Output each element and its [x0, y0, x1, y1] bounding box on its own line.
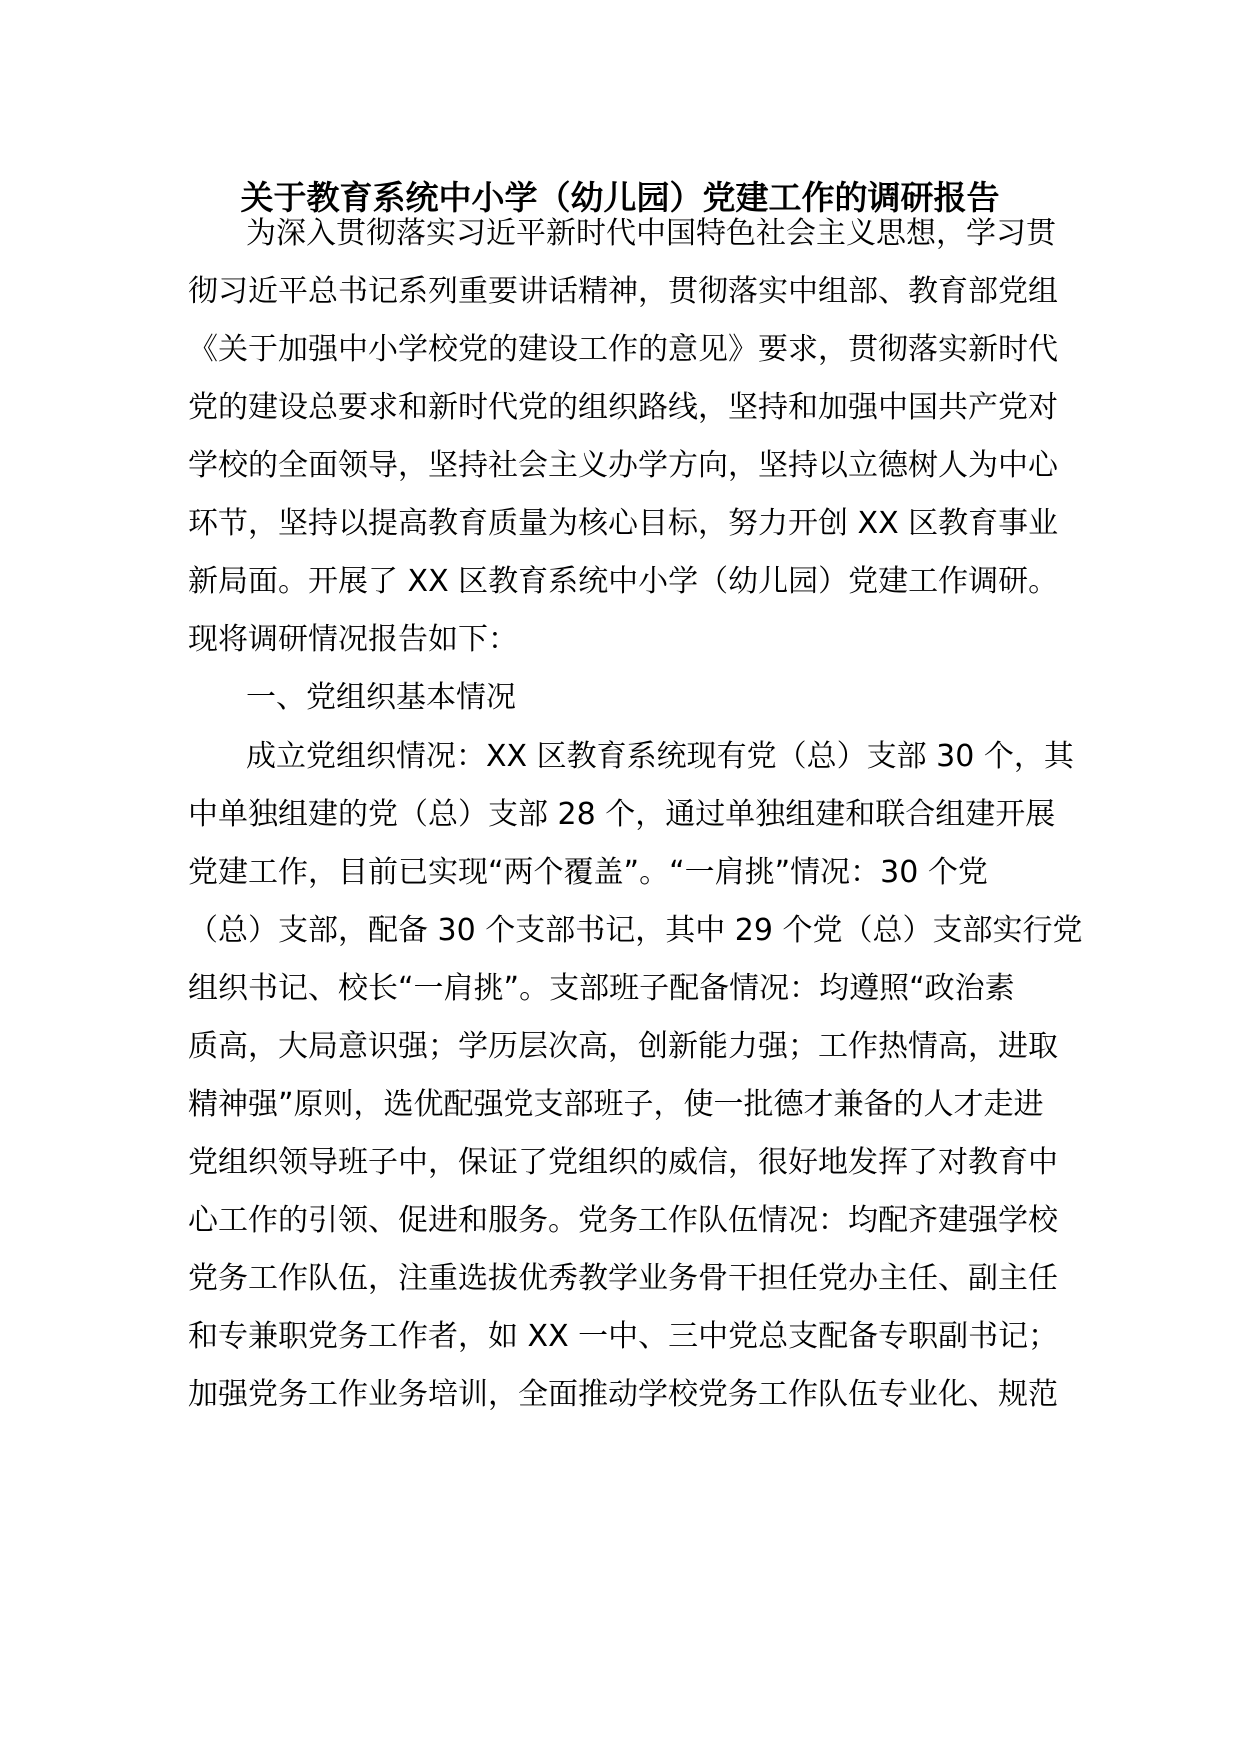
paragraph-line: 质高，大局意识强；学历层次高，创新能力强；工作热情高，进取 — [188, 1029, 1058, 1064]
paragraph-line: 新局面。开展了 XX 区教育系统中小学（幼儿园）党建工作调研。 — [188, 564, 1059, 599]
paragraph-line: 环节，坚持以提高教育质量为核心目标，努力开创 XX 区教育事业 — [188, 506, 1059, 541]
paragraph-line: 党建工作，目前已实现“两个覆盖”。“一肩挑”情况：30 个党 — [188, 855, 988, 890]
paragraph-line: 党务工作队伍，注重选拔优秀教学业务骨干担任党办主任、副主任 — [188, 1261, 1058, 1296]
section-heading: 一、党组织基本情况 — [246, 680, 516, 715]
paragraph-line: 彻习近平总书记系列重要讲话精神，贯彻落实中组部、教育部党组 — [188, 274, 1058, 309]
paragraph-line: 学校的全面领导，坚持社会主义办学方向，坚持以立德树人为中心 — [188, 448, 1058, 483]
document-title: 关于教育系统中小学（幼儿园）党建工作的调研报告 — [240, 178, 1000, 217]
paragraph-line: 组织书记、校长“一肩挑”。支部班子配备情况：均遵照“政治素 — [188, 971, 1015, 1006]
paragraph-line: 和专兼职党务工作者，如 XX 一中、三中党总支配备专职副书记； — [188, 1319, 1059, 1354]
paragraph-line: （总）支部，配备 30 个支部书记，其中 29 个党（总）支部实行党 — [188, 913, 1083, 948]
paragraph-line: 成立党组织情况：XX 区教育系统现有党（总）支部 30 个，其 — [246, 739, 1074, 774]
paragraph-line: 党组织领导班子中，保证了党组织的威信，很好地发挥了对教育中 — [188, 1145, 1058, 1180]
paragraph-line: 党的建设总要求和新时代党的组织路线，坚持和加强中国共产党对 — [188, 390, 1058, 425]
paragraph-line: 加强党务工作业务培训，全面推动学校党务工作队伍专业化、规范 — [188, 1377, 1058, 1412]
paragraph-line: 为深入贯彻落实习近平新时代中国特色社会主义思想，学习贯 — [246, 216, 1056, 251]
paragraph-line: 心工作的引领、促进和服务。党务工作队伍情况：均配齐建强学校 — [188, 1203, 1058, 1238]
paragraph-line: 《关于加强中小学校党的建设工作的意见》要求，贯彻落实新时代 — [188, 332, 1058, 367]
paragraph-line: 现将调研情况报告如下： — [188, 622, 518, 657]
paragraph-line: 精神强”原则，选优配强党支部班子，使一批德才兼备的人才走进 — [188, 1087, 1044, 1122]
paragraph-line: 中单独组建的党（总）支部 28 个，通过单独组建和联合组建开展 — [188, 797, 1056, 832]
